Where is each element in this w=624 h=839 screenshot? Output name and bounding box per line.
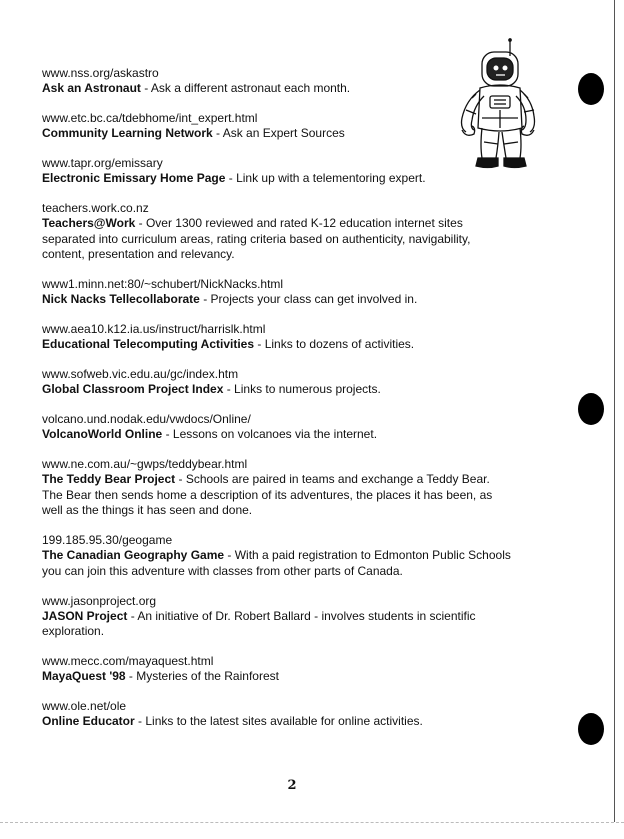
list-item <box>42 156 512 187</box>
site-description <box>42 292 512 308</box>
site-summary: - Links to dozens of activities. <box>254 337 415 351</box>
site-url[interactable]: volcano.und.nodak.edu/vwdocs/Online/ <box>42 412 251 426</box>
list-item <box>42 66 512 97</box>
site-url[interactable]: 199.185.95.30/geogame <box>42 533 173 547</box>
list-item <box>42 594 512 640</box>
site-summary: - Link up with a telementoring expert. <box>225 171 426 185</box>
page-bottom-rule <box>0 822 624 823</box>
site-description <box>42 427 512 443</box>
site-url[interactable]: www1.minn.net:80/~schubert/NickNacks.html <box>42 277 284 291</box>
site-summary: - An initiative of Dr. Robert Ballard - involves students in scientific exploration. <box>42 608 476 638</box>
site-summary: - Mysteries of the Rainforest <box>125 669 279 683</box>
site-url[interactable]: teachers.work.co.nz <box>42 201 149 215</box>
site-name: Nick Nacks Tellecollaborate <box>42 292 200 306</box>
site-url[interactable]: www.etc.bc.ca/tdebhome/int_expert.html <box>42 111 258 125</box>
site-name: The Teddy Bear Project <box>42 472 176 486</box>
list-item <box>42 201 512 263</box>
site-url[interactable]: www.tapr.org/emissary <box>42 156 163 170</box>
site-name: Educational Telecomputing Activities <box>42 337 255 351</box>
site-description <box>42 337 512 353</box>
site-url[interactable]: www.aea10.k12.ia.us/instruct/harrislk.html <box>42 322 266 336</box>
site-summary: - With a paid registration to Edmonton Public Schools you can join this adventure with classes from other parts of Canada. <box>42 548 511 578</box>
page-edge-rule <box>614 0 615 822</box>
list-item <box>42 111 512 142</box>
site-name: Community Learning Network <box>42 126 213 140</box>
site-summary: - Links to numerous projects. <box>223 382 381 396</box>
site-url[interactable]: www.sofweb.vic.edu.au/gc/index.htm <box>42 367 239 381</box>
site-summary: - Projects your class can get involved in. <box>199 292 418 306</box>
binder-hole-middle <box>578 393 604 425</box>
site-name: Teachers@Work <box>42 216 136 230</box>
list-item <box>42 654 512 685</box>
site-summary: - Lessons on volcanoes via the internet. <box>162 427 378 441</box>
site-url[interactable]: www.nss.org/askastro <box>42 66 159 80</box>
site-url[interactable]: www.ne.com.au/~gwps/teddybear.html <box>42 457 248 471</box>
list-item <box>42 277 512 308</box>
site-description <box>42 472 512 519</box>
site-name: Ask an Astronaut <box>42 81 141 95</box>
site-name: JASON Project <box>42 608 128 623</box>
list-item <box>42 412 512 443</box>
list-item <box>42 367 512 398</box>
site-description <box>42 548 512 579</box>
site-name: Global Classroom Project Index <box>42 382 224 396</box>
site-description <box>42 216 512 263</box>
site-description <box>42 382 512 398</box>
site-name: MayaQuest '98 <box>42 669 126 683</box>
site-name: The Canadian Geography Game <box>42 548 225 562</box>
site-name: Electronic Emissary Home Page <box>42 171 226 185</box>
list-item <box>42 457 512 519</box>
site-description <box>42 171 512 187</box>
site-name: Online Educator <box>42 714 135 728</box>
site-url[interactable]: www.jasonproject.org <box>42 593 157 608</box>
page-number: 2 <box>287 778 297 793</box>
list-item <box>42 533 512 579</box>
binder-hole-top <box>578 73 604 105</box>
site-description <box>42 714 512 730</box>
site-summary: - Links to the latest sites available for online activities. <box>134 714 423 728</box>
site-summary: - Over 1300 reviewed and rated K-12 education internet sites separated into curriculum areas, rating criteria based on authenticity, navigability, content, presentation and relevancy. <box>42 216 471 261</box>
site-description <box>42 669 512 685</box>
site-url[interactable]: www.mecc.com/mayaquest.html <box>42 654 214 668</box>
binder-hole-bottom <box>578 713 604 745</box>
site-summary: - Ask an Expert Sources <box>212 126 345 140</box>
link-list <box>42 66 512 744</box>
site-description <box>42 81 512 97</box>
site-summary: - Schools are paired in teams and exchange a Teddy Bear. The Bear then sends home a description of its adventures, the places it has been, as well as the things it has seen and done. <box>42 472 493 517</box>
site-description <box>42 609 512 640</box>
site-url[interactable]: www.ole.net/ole <box>42 699 127 713</box>
site-summary: - Ask a different astronaut each month. <box>140 81 351 95</box>
list-item <box>42 322 512 353</box>
site-description <box>42 126 512 142</box>
site-name: VolcanoWorld Online <box>42 427 163 441</box>
list-item <box>42 699 512 730</box>
